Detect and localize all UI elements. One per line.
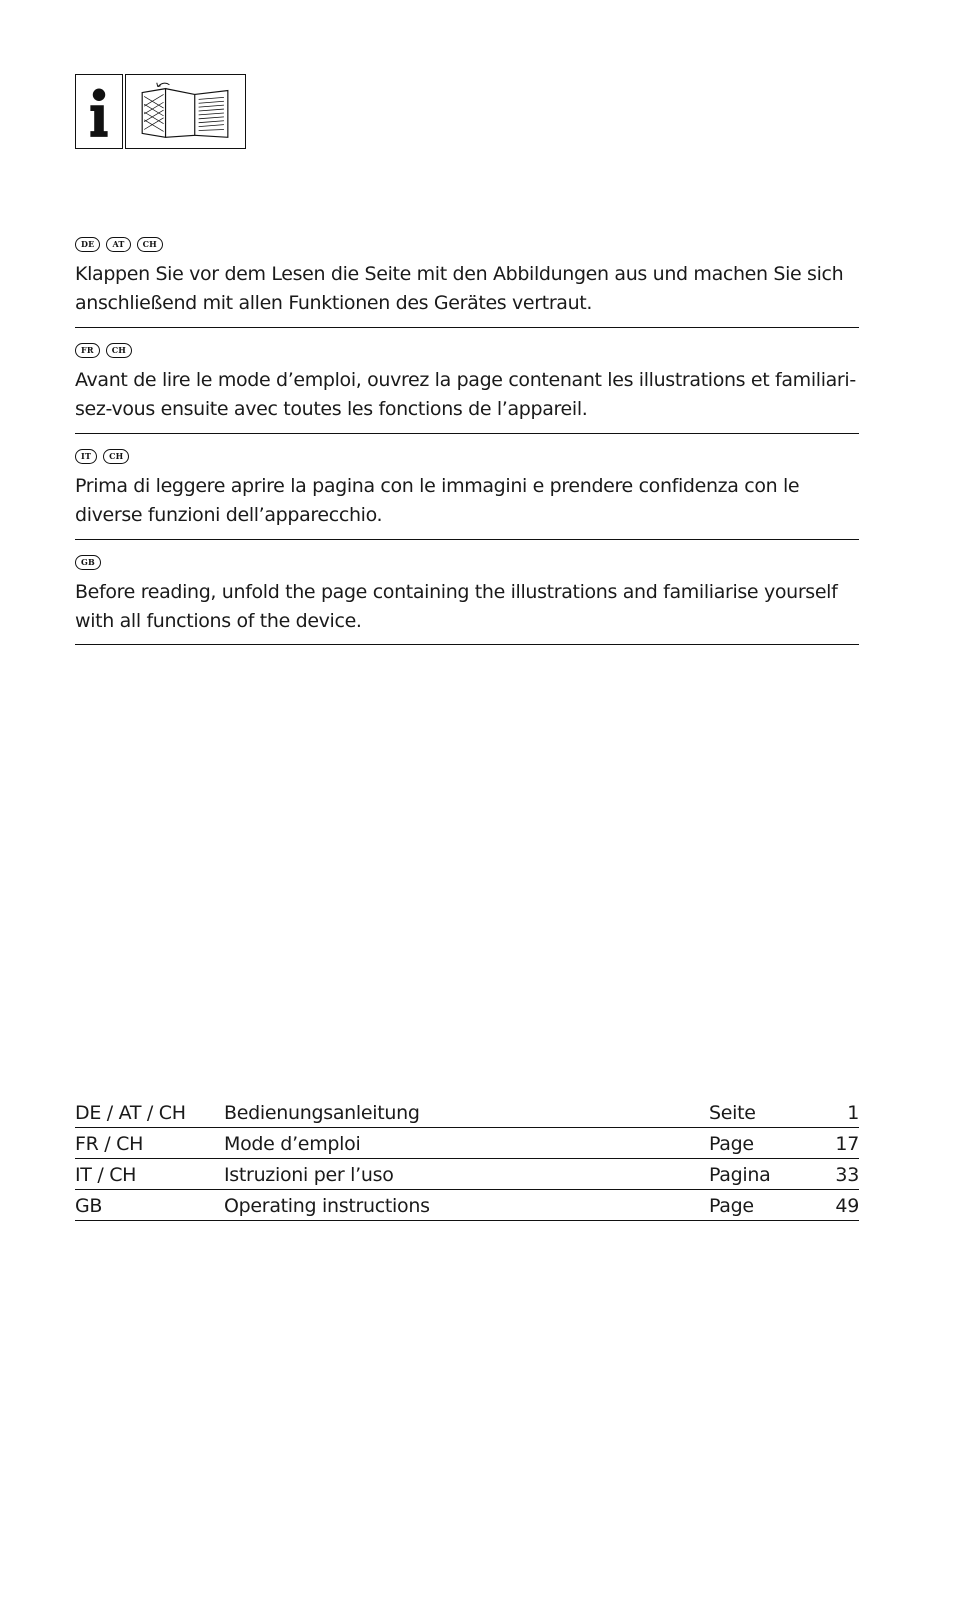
- divider: [75, 539, 859, 540]
- lang-section-fr: [75, 342, 859, 424]
- toc-page-label: Pagina: [709, 1164, 771, 1186]
- toc-title: Istruzioni per l’uso: [224, 1164, 394, 1186]
- language-badge: CH: [137, 237, 163, 252]
- toc-row: [75, 1190, 859, 1221]
- divider: [75, 433, 859, 434]
- toc-row: [75, 1159, 859, 1190]
- toc-row: [75, 1128, 859, 1159]
- instruction-text: Klappen Sie vor dem Lesen die Seite mit den Abbildungen aus und machen Sie sich anschließend mit allen Funktionen des Gerätes vertraut.: [75, 263, 844, 314]
- toc-title: Operating instructions: [224, 1195, 430, 1217]
- language-badges: [75, 448, 859, 464]
- language-badge: AT: [106, 237, 130, 252]
- toc-row: [75, 1097, 859, 1128]
- header-icons: [75, 74, 246, 151]
- language-badges: [75, 554, 859, 570]
- info-icon: [75, 74, 123, 149]
- language-badge: IT: [75, 449, 97, 464]
- language-badge: DE: [75, 237, 100, 252]
- toc-language: IT / CH: [75, 1164, 137, 1186]
- language-badges: [75, 236, 859, 252]
- language-badge: FR: [75, 343, 100, 358]
- language-badge: CH: [103, 449, 129, 464]
- divider: [75, 644, 859, 645]
- language-badge: GB: [75, 555, 101, 570]
- lang-section-gb: [75, 554, 859, 636]
- toc-language: DE / AT / CH: [75, 1102, 186, 1124]
- toc-language: FR / CH: [75, 1133, 144, 1155]
- toc-page-label: Seite: [709, 1102, 756, 1124]
- toc-page-label: Page: [709, 1133, 754, 1155]
- instruction-text: Prima di leggere aprire la pagina con le immagini e prendere confidenza con le diverse funzioni dell’apparecchio.: [75, 475, 800, 526]
- toc-page-number: 49: [835, 1195, 859, 1217]
- toc-language: GB: [75, 1195, 103, 1217]
- instruction-text: Before reading, unfold the page containing the illustrations and familiarise yourself with all functions of the device.: [75, 581, 838, 632]
- fold-out-page-icon: [125, 74, 246, 149]
- instruction-text: Avant de lire le mode d’emploi, ouvrez la page contenant les illustrations et familiari-sez-vous ensuite avec toutes les fonctions de l’appareil.: [75, 369, 856, 420]
- toc-page-label: Page: [709, 1195, 754, 1217]
- language-badges: [75, 342, 859, 358]
- lang-section-it: [75, 448, 859, 530]
- toc-page-number: 17: [835, 1133, 859, 1155]
- toc-page-number: 1: [847, 1102, 859, 1124]
- toc-title: Mode d’emploi: [224, 1133, 361, 1155]
- toc-page-number: 33: [835, 1164, 859, 1186]
- table-of-contents: [75, 1097, 859, 1221]
- lang-section-de: [75, 236, 859, 318]
- toc-title: Bedienungsanleitung: [224, 1102, 420, 1124]
- language-badge: CH: [106, 343, 132, 358]
- divider: [75, 327, 859, 328]
